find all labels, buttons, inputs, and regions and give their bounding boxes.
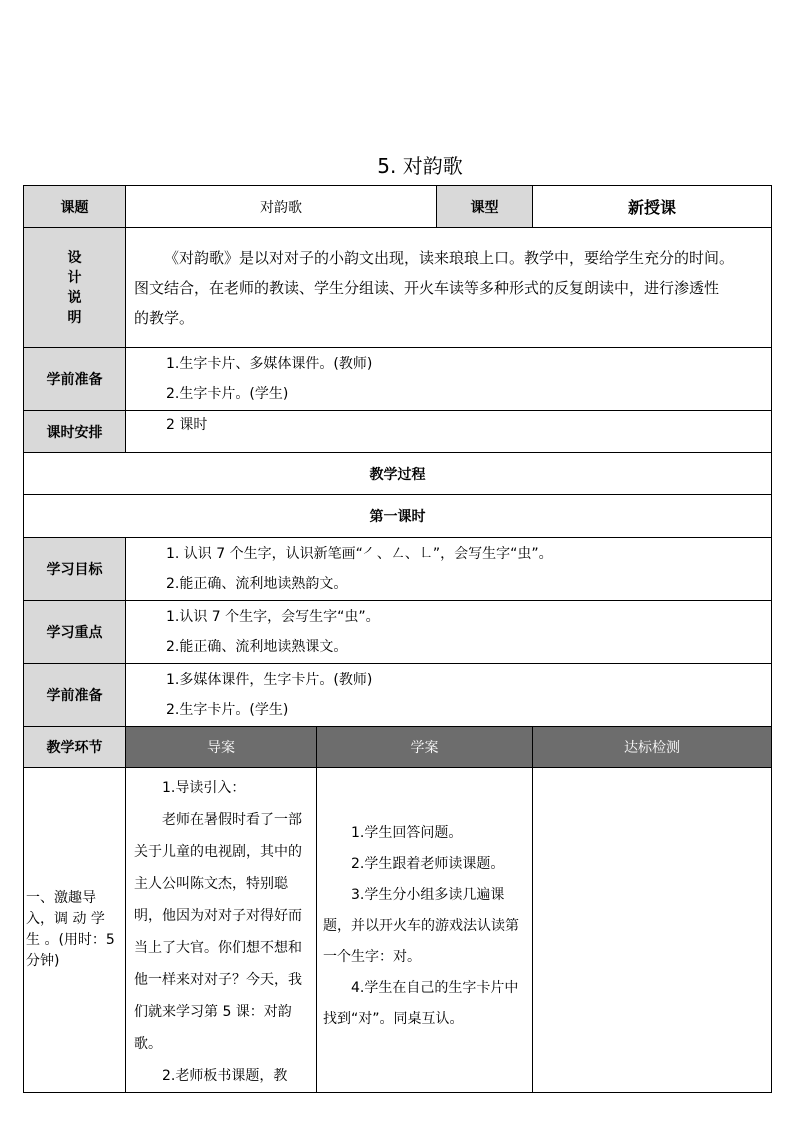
column-header-row — [24, 727, 772, 768]
topic-value: 对韵歌 — [126, 186, 437, 228]
stage1-guide: 1.导读引入： 老师在暑假时看了一部关于儿童的电视剧，其中的主人公叫陈文杰，特别聪明，他因为对对子对得好而当上了大官。你们想不想和他一样来对对子？今天，我们就来学习第 5 课：对韵歌。 2.老师板书课题，教 — [126, 768, 317, 1093]
design-note-row — [24, 228, 772, 348]
prep-row-1 — [24, 348, 772, 411]
prep-row-2 — [24, 664, 772, 727]
goals-content: 1. 认识 7 个生字，认识新笔画“㇒、㇜、㇗”，会写生字“虫”。 2.能正确、流利地读熟韵文。 — [126, 538, 772, 601]
prep-label-2: 学前准备 — [24, 664, 126, 727]
prep-label: 学前准备 — [24, 348, 126, 411]
stage1-study: 1.学生回答问题。 2.学生跟着老师读课题。 3.学生分小组多读几遍课题，并以开火车的游戏法认读第一个生字：对。 4.学生在自己的生字卡片中找到“对”。同桌互认。 — [317, 768, 533, 1093]
lesson1-title-row — [24, 495, 772, 538]
lesson-plan-table — [23, 185, 772, 1093]
schedule-label: 课时安排 — [24, 411, 126, 453]
goals-row — [24, 538, 772, 601]
stage1-name: 一、激趣导入，调 动 学 生 。(用时：5 分钟) — [24, 768, 126, 1093]
guide-column-header: 导案 — [126, 727, 317, 768]
stage1-check — [533, 768, 772, 1093]
type-label: 课型 — [437, 186, 533, 228]
stage-column-header: 教学环节 — [24, 727, 126, 768]
study-column-header: 学案 — [317, 727, 533, 768]
focus-row — [24, 601, 772, 664]
prep-content-2: 1.多媒体课件，生字卡片。(教师) 2.生字卡片。(学生) — [126, 664, 772, 727]
header-row — [24, 186, 772, 228]
topic-label: 课题 — [24, 186, 126, 228]
prep-content: 1.生字卡片、多媒体课件。(教师) 2.生字卡片。(学生) — [126, 348, 772, 411]
process-title: 教学过程 — [24, 453, 772, 495]
stage1-row — [24, 768, 772, 1093]
focus-label: 学习重点 — [24, 601, 126, 664]
process-title-row — [24, 453, 772, 495]
design-note-label: 设 计 说 明 — [24, 228, 126, 348]
schedule-value: 2 课时 — [126, 411, 772, 453]
design-note-text: 《对韵歌》是以对对子的小韵文出现，读来琅琅上口。教学中，要给学生充分的时间。 图文结合，在老师的教读、学生分组读、开火车读等多种形式的反复朗读中，进行渗透性 的教学。 — [126, 228, 772, 348]
document-title: 5. 对韵歌 — [377, 154, 463, 178]
schedule-row — [24, 411, 772, 453]
type-value: 新授课 — [533, 186, 772, 228]
lesson1-title: 第一课时 — [24, 495, 772, 538]
check-column-header: 达标检测 — [533, 727, 772, 768]
focus-content: 1.认识 7 个生字，会写生字“虫”。 2.能正确、流利地读熟课文。 — [126, 601, 772, 664]
goals-label: 学习目标 — [24, 538, 126, 601]
